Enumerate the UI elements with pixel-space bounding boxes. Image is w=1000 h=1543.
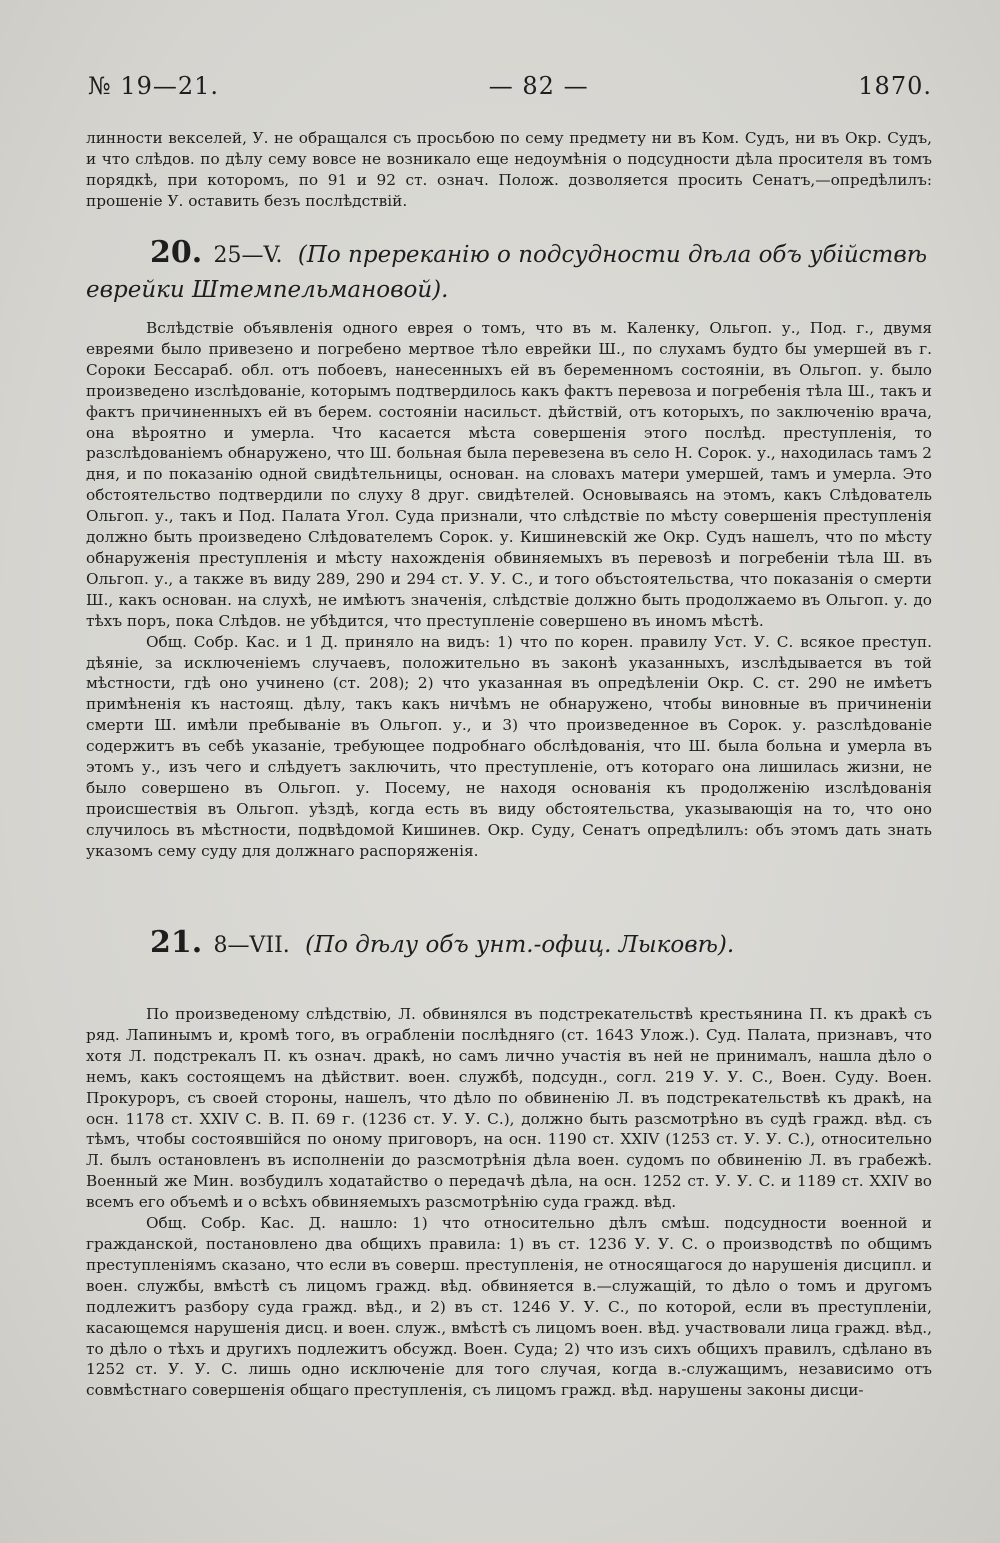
paragraph: По произведеному слѣдствію, Л. обвинялся въ подстрекательствѣ крестьянина П. къ дракѣ съ ряд. Лапинымъ и, кромѣ того, въ ограбленіи послѣдняго (ст. 1643 Улож.). Суд. Палата, признавъ, что хотя Л. подстрекалъ П. къ означ. дракѣ, но самъ лично участія въ ней не принималъ, нашла дѣло о немъ, какъ состоящемъ на дѣйствит. воен. службѣ, подсудн., согл. 219 У. У. С., Воен. Суду. Воен. Прокуроръ, съ своей стороны, нашелъ, что дѣло по обвиненію Л. въ подстрекательствѣ къ дракѣ, на осн. 1178 ст. XXIV С. В. П. 69 г. (1236 ст. У. У. С.), должно быть разсмотрѣно въ судѣ гражд. вѣд. съ тѣмъ, чтобы состоявшійся по оному приговоръ, на осн. 1190 ст. XXIV (1253 ст. У. У. С.), относительно Л. былъ остановленъ въ исполненіи до разсмотрѣнія дѣла воен. судомъ по обвиненію Л. въ грабежѣ. Военный же Мин. возбудилъ ходатайство о передачѣ дѣла, на осн. 1252 ст. У. У. С. и 1189 ст. XXIV во всемъ его объемѣ и о всѣхъ обвиняемыхъ разсмотрѣнію суда гражд. вѣд.: [86, 1005, 932, 1212]
section-title: (По дѣлу объ унт.-офиц. Лыковѣ).: [305, 932, 735, 958]
section-number: 21.: [150, 925, 203, 960]
section-21-heading: [86, 926, 936, 963]
paragraph: Общ. Собр. Кас. Д. нашло: 1) что относительно дѣлъ смѣш. подсудности военной и гражданской, постановлено два общихъ правила: 1) въ ст. 1236 У. У. С. о производствѣ по общимъ преступленіямъ сказано, что если въ соверш. преступленія, не относящагося до нарушенія дисципл. и воен. службы, вмѣстѣ съ лицомъ гражд. вѣд. обвиняется в.—служащій, то дѣло о томъ и другомъ подлежитъ разбору суда гражд. вѣд., и 2) въ ст. 1246 У. У. С., по которой, если въ преступленіи, касающемся нарушенія дисц. и воен. служ., вмѣстѣ съ лицомъ воен. вѣд. участвовали лица гражд. вѣд., то дѣло о тѣхъ и другихъ подлежитъ обсужд. Воен. Суда; 2) что изъ сихъ общихъ правилъ, сдѣлано въ 1252 ст. У. У. С. лишь одно исключеніе для того случая, когда в.-служащимъ, независимо отъ совмѣстнаго совершенія общаго преступленія, съ лицомъ гражд. вѣд. нарушены законы дисци-: [86, 1214, 932, 1400]
section-20-heading: [86, 236, 936, 307]
section-21-body: [86, 1004, 932, 1401]
paragraph: Вслѣдствіе объявленія одного еврея о томъ, что въ м. Каленку, Ольгоп. у., Под. г., двумя евреями было привезено и погребено мертвое тѣло еврейки Ш., по слухамъ будто бы умершей въ г. Сороки Бессараб. обл. отъ побоевъ, нанесенныхъ ей въ беременномъ состояніи, въ Ольгоп. у. было произведено изслѣдованіе, которымъ подтвердилось какъ фактъ перевоза и погребенія тѣла Ш., такъ и фактъ причиненныхъ ей въ берем. состояніи насильст. дѣйствій, отъ которыхъ, по заключенію врача, она вѣроятно и умерла. Что касается мѣста совершенія этого послѣд. преступленія, то разслѣдованіемъ обнаружено, что Ш. больная была перевезена въ село Н. Сорок. у., находилась тамъ 2 дня, и по показанію одной свидѣтельницы, основан. на словахъ матери умершей, тамъ и умерла. Это обстоятельство подтвердили по слуху 8 друг. свидѣтелей. Основываясь на этомъ, какъ Слѣдователь Ольгоп. у., такъ и Под. Палата Угол. Суда признали, что слѣдствіе по мѣсту совершенія преступленія должно быть произведено Слѣдователемъ Сорок. у. Кишиневскій же Окр. Судъ нашелъ, что по мѣсту обнаруженія преступленія и мѣсту нахожденія обвиняемыхъ въ перевозѣ и погребеніи тѣла Ш. въ Ольгоп. у., а также въ виду 289, 290 и 294 ст. У. У. С., и того объстоятельства, что показанія о смерти Ш., какъ основан. на слухѣ, не имѣютъ значенія, слѣдствіе должно быть продолжаемо въ Ольгоп. у. до тѣхъ поръ, пока Слѣдов. не убѣдится, что преступленіе совершено въ иномъ мѣстѣ.: [86, 319, 932, 630]
page-number: — 82 —: [488, 72, 589, 100]
section-date: 8—VII.: [213, 933, 290, 958]
page-header: [88, 66, 932, 106]
paragraph: Общ. Собр. Кас. и 1 Д. приняло на видъ: 1) что по корен. правилу Уст. У. С. всякое преступ. дѣяніе, за исключеніемъ случаевъ, положительно въ законѣ указанныхъ, изслѣдывается въ той мѣстности, гдѣ оно учинено (ст. 208); 2) что указанная въ опредѣленіи Окр. С. ст. 290 не имѣетъ примѣненія къ настоящ. дѣлу, такъ какъ ничѣмъ не обнаружено, чтобы виновные въ причиненіи смерти Ш. имѣли пребываніе въ Ольгоп. у., и 3) что произведенное въ Сорок. у. разслѣдованіе содержитъ въ себѣ указаніе, требующее подробнаго обслѣдованія, что Ш. была больна и умерла въ этомъ у., изъ чего и слѣдуетъ заключить, что преступленіе, отъ котораго она лишилась жизни, не было совершено въ Ольгоп. у. Посему, не находя основанія къ продолженію изслѣдованія происшествія въ Ольгоп. уѣздѣ, когда есть въ виду обстоятельства, указывающія на то, что оно случилось въ мѣстности, подвѣдомой Кишинев. Окр. Суду, Сенатъ опредѣлилъ: объ этомъ дать знать указомъ сему суду для должнаго распоряженія.: [86, 632, 932, 860]
section-number: 20.: [150, 235, 203, 270]
intro-paragraph: [86, 128, 932, 212]
section-20-body: [86, 318, 932, 862]
section-date: 25—V.: [213, 243, 283, 268]
paragraph: линности векселей, У. не обращался съ просьбою по сему предмету ни въ Ком. Судъ, ни въ Окр. Судъ, и что слѣдов. по дѣлу сему вовсе не возникало еще недоумѣнія о подсудности дѣла просителя въ томъ порядкѣ, при которомъ, по 91 и 92 ст. означ. Полож. дозволяется просить Сенатъ,—опредѣлилъ: прошеніе У. оставить безъ послѣдствій.: [86, 129, 932, 210]
section-title: (По пререканію о подсудности дѣла объ убійствѣ еврейки Штемпельмановой).: [86, 242, 928, 303]
issue-number: № 19—21.: [88, 72, 220, 100]
year: 1870.: [858, 72, 932, 100]
